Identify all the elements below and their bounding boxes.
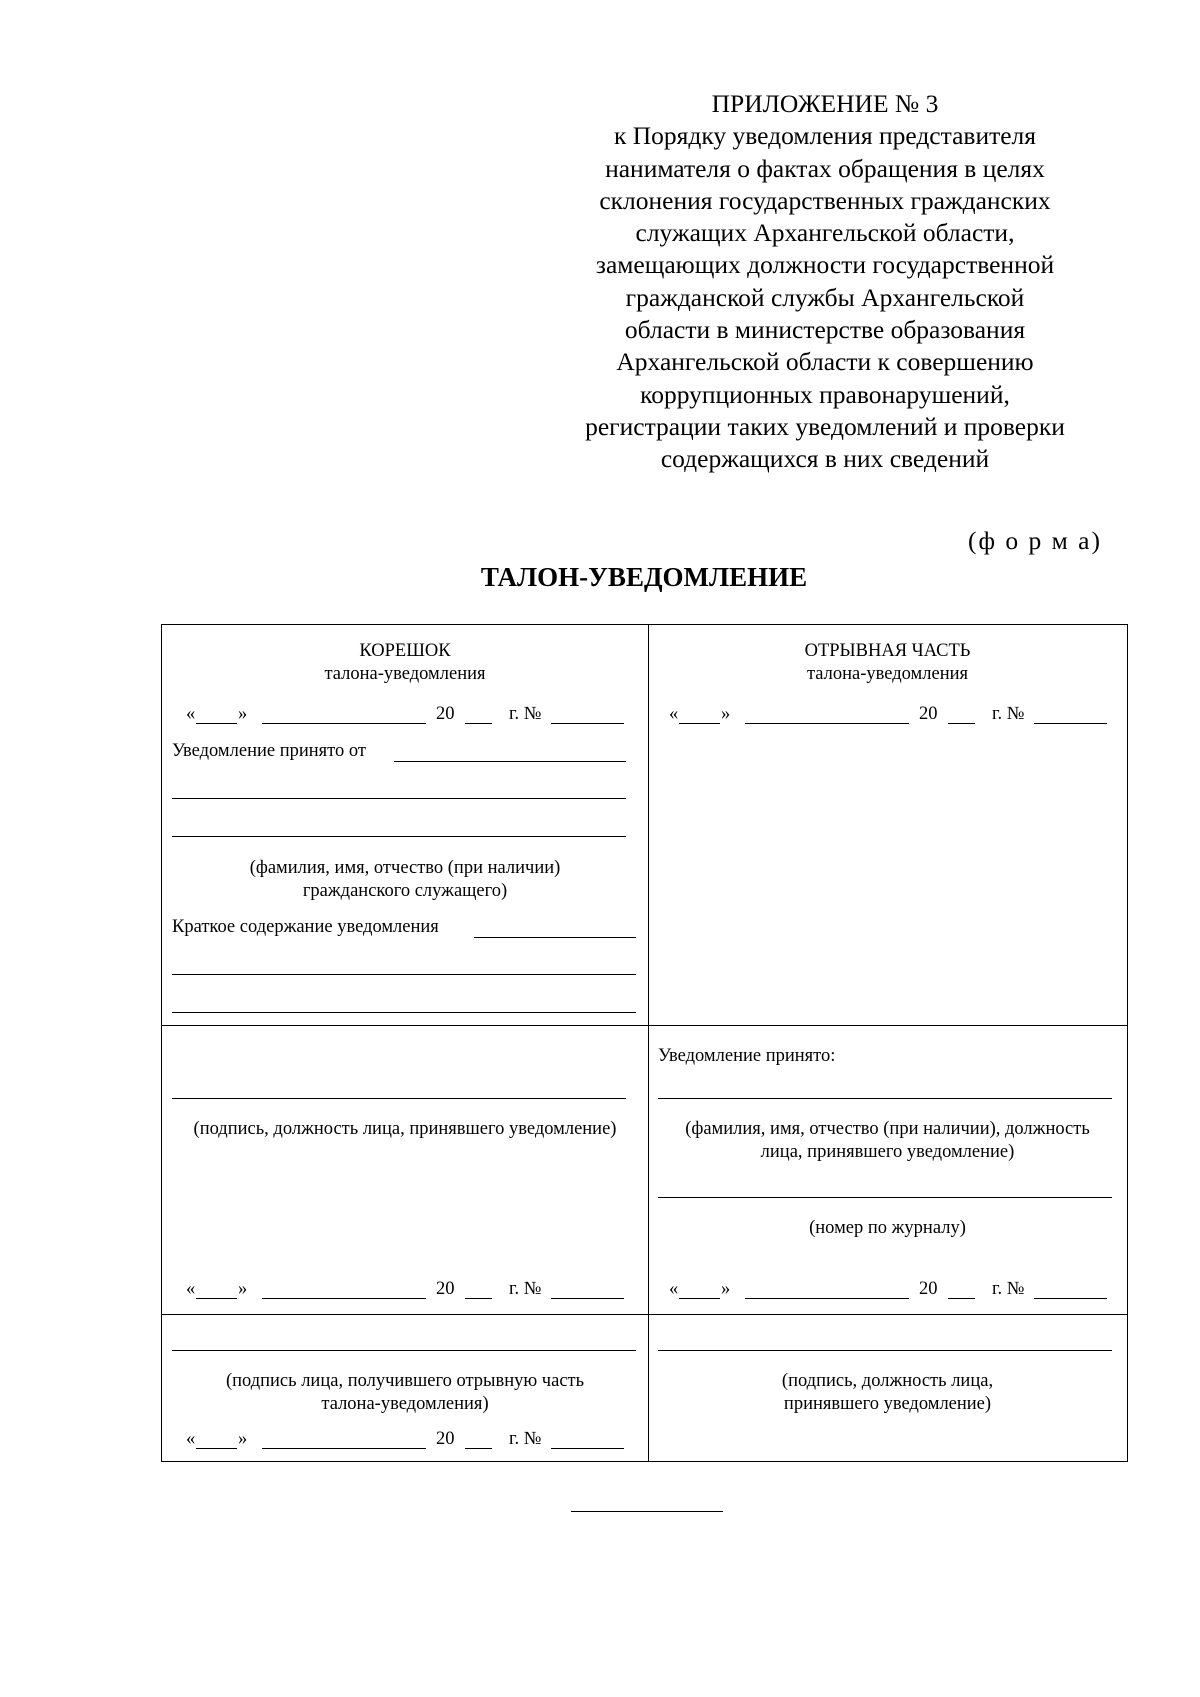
appendix-line: ПРИЛОЖЕНИЕ № 3 — [711, 89, 939, 118]
form-label: (ф о р м а) — [968, 526, 1102, 555]
notice-form-table: КОРЕШОК талона-уведомления « » 20 г. № Уведомление принято от (фамилия, имя, отчество (при наличии) гражданского служащего) Краткое содержание уведомления (подпись, должность лица, принявшего уведомление) « » 20 г. № (подпись лица, получившего отрывную часть талона-уведомления) « » 20 г. № ОТРЫВНАЯ ЧАСТЬ талона-уведомления « » 20 г. № Уведомление принято: (фамилия, имя, отчество (при наличии), должность лица, принявшего уведомление) (номер по журналу) « » 20 г. № (подпись, должность лица, принявшего уведомление) — [161, 624, 1128, 1462]
year-field[interactable] — [465, 1298, 492, 1299]
document-title: ТАЛОН-УВЕДОМЛЕНИЕ — [480, 562, 808, 592]
appendix-line: склонения государственных гражданских — [599, 185, 1051, 215]
appendix-line: замещающих должности государственной — [595, 250, 1055, 280]
tear-off-signature-caption: (подпись, должность лица, — [781, 1371, 994, 1391]
number-field[interactable] — [551, 723, 624, 724]
journal-number-field[interactable] — [658, 1197, 1112, 1198]
tear-off-signature-field[interactable] — [658, 1350, 1112, 1351]
year-field[interactable] — [465, 1448, 492, 1449]
number-field[interactable] — [551, 1298, 624, 1299]
appendix-line: к Порядку уведомления представителя — [613, 121, 1037, 151]
journal-caption: (номер по журналу) — [809, 1218, 966, 1238]
appendix-line: служащих Архангельской области, — [635, 218, 1015, 248]
appendix-line: гражданской службы Архангельской — [625, 282, 1025, 312]
name-line[interactable] — [172, 836, 626, 837]
name-line[interactable] — [172, 798, 626, 799]
accepted-by-field[interactable] — [658, 1098, 1112, 1099]
appendix-line: содержащихся в них сведений — [660, 444, 990, 474]
day-field[interactable] — [679, 1298, 720, 1299]
number-field[interactable] — [1034, 723, 1107, 724]
receiver-caption: (подпись лица, получившего отрывную часть — [225, 1371, 585, 1391]
row-divider — [162, 1025, 1127, 1026]
summary-label: Краткое содержание уведомления — [172, 917, 439, 937]
year-field[interactable] — [465, 723, 492, 724]
number-field[interactable] — [551, 1448, 624, 1449]
appendix-line: Архангельской области к совершению — [616, 347, 1034, 377]
year-field[interactable] — [948, 1298, 975, 1299]
day-field[interactable] — [196, 1448, 237, 1449]
row-divider — [162, 1314, 1127, 1315]
stub-subheading: талона-уведомления — [324, 664, 486, 684]
appendix-line: регистрации таких уведомлений и проверки — [585, 411, 1065, 441]
tear-off-subheading: талона-уведомления — [806, 664, 969, 684]
tear-off-signature-caption: принявшего уведомление) — [783, 1394, 992, 1414]
year-field[interactable] — [948, 723, 975, 724]
summary-line[interactable] — [172, 1012, 636, 1013]
signature-field[interactable] — [172, 1098, 626, 1099]
day-field[interactable] — [679, 723, 720, 724]
stub-heading: КОРЕШОК — [359, 641, 451, 661]
receiver-caption: талона-уведомления) — [321, 1394, 489, 1414]
accepted-label: Уведомление принято: — [658, 1046, 836, 1066]
month-field[interactable] — [262, 1448, 426, 1449]
day-field[interactable] — [196, 1298, 237, 1299]
tear-off-heading: ОТРЫВНАЯ ЧАСТЬ — [804, 641, 971, 661]
month-field[interactable] — [262, 1298, 426, 1299]
appendix-line: коррупционных правонарушений, — [640, 379, 1010, 409]
month-field[interactable] — [745, 723, 909, 724]
signature-caption: (подпись, должность лица, принявшего уведомление) — [193, 1119, 617, 1139]
receiver-signature-field[interactable] — [172, 1350, 636, 1351]
name-caption: гражданского служащего) — [302, 881, 508, 901]
appendix-header — [540, 88, 1110, 476]
appendix-line: нанимателя о фактах обращения в целях — [605, 153, 1045, 183]
day-field[interactable] — [196, 723, 237, 724]
received-from-field[interactable] — [394, 761, 626, 762]
month-field[interactable] — [262, 723, 426, 724]
end-rule — [571, 1511, 723, 1512]
month-field[interactable] — [745, 1298, 909, 1299]
number-field[interactable] — [1034, 1298, 1107, 1299]
received-from-label: Уведомление принято от — [172, 741, 366, 761]
column-divider — [648, 625, 649, 1461]
summary-field[interactable] — [474, 937, 636, 938]
accepted-caption: (фамилия, имя, отчество (при наличии), должность — [685, 1119, 1090, 1139]
accepted-caption: лица, принявшего уведомление) — [760, 1142, 1015, 1162]
name-caption: (фамилия, имя, отчество (при наличии) — [249, 858, 561, 878]
summary-line[interactable] — [172, 974, 636, 975]
appendix-line: области в министерстве образования — [624, 315, 1026, 345]
